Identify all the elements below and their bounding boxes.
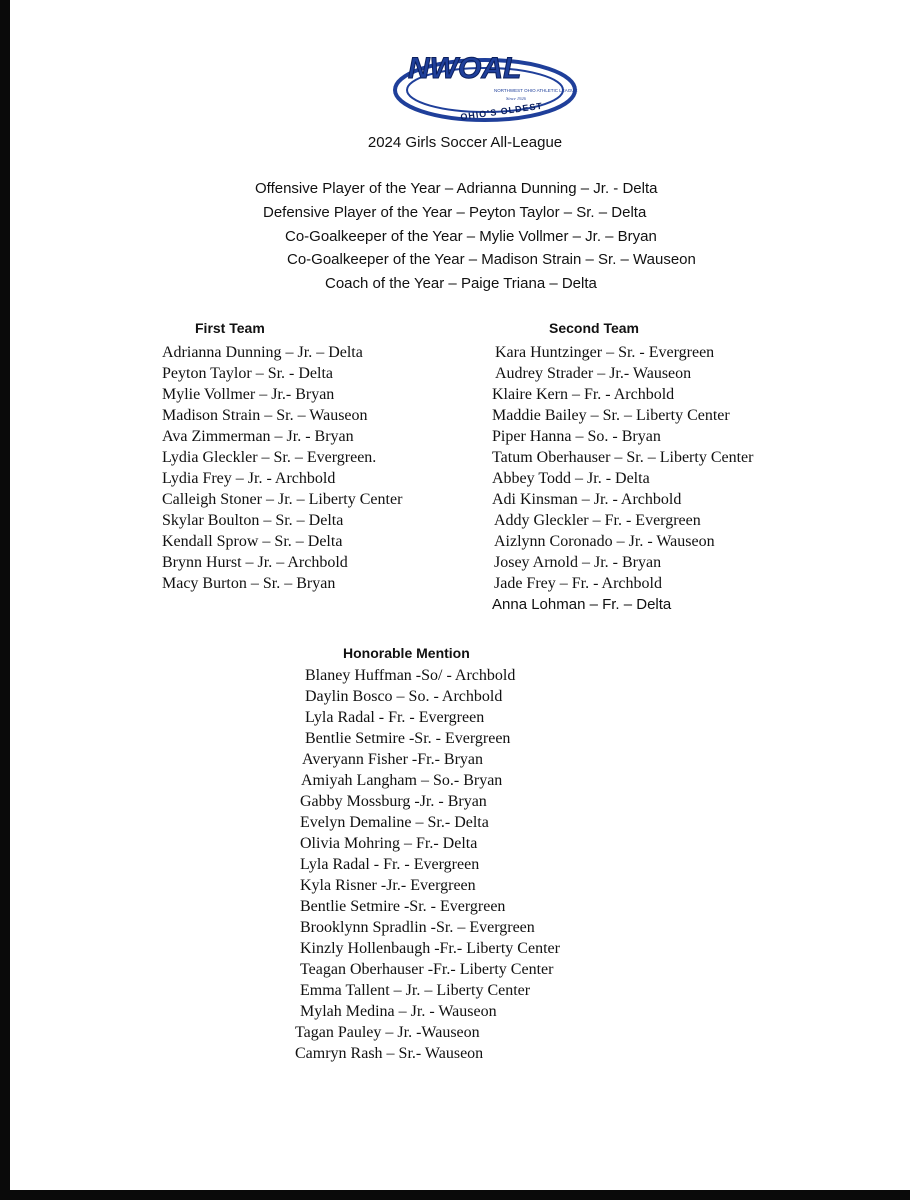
list-item: Teagan Oberhauser -Fr.- Liberty Center [300,961,554,978]
list-item: Emma Tallent – Jr. – Liberty Center [300,982,531,999]
list-item: Jade Frey – Fr. - Archbold [494,575,662,592]
list-item: Brynn Hurst – Jr. – Archbold [162,554,348,571]
second-team-list [492,342,753,615]
list-item: Lydia Frey – Jr. - Archbold [162,470,336,487]
list-item: Bentlie Setmire -Sr. - Evergreen [305,730,511,747]
list-item: Kendall Sprow – Sr. – Delta [162,533,343,550]
list-item: Bentlie Setmire -Sr. - Evergreen [300,898,506,915]
list-item: Audrey Strader – Jr.- Wauseon [495,365,692,382]
list-item: Adrianna Dunning – Jr. – Delta [162,344,363,361]
page-title: 2024 Girls Soccer All-League [367,134,563,151]
list-item: Gabby Mossburg -Jr. - Bryan [300,793,487,810]
list-item: Olivia Mohring – Fr.- Delta [300,835,478,852]
svg-text:Since 1926: Since 1926 [506,96,526,101]
list-item: Daylin Bosco – So. - Archbold [305,688,503,705]
award-defensive-player: Defensive Player of the Year – Peyton Taylor – Sr. – Delta [263,204,647,221]
list-item: Kinzly Hollenbaugh -Fr.- Liberty Center [300,940,560,957]
list-item: Skylar Boulton – Sr. – Delta [162,512,344,529]
svg-text:NORTHWEST OHIO ATHLETIC LEAGUE: NORTHWEST OHIO ATHLETIC LEAGUE [494,88,578,93]
list-item: Piper Hanna – So. - Bryan [492,428,661,445]
list-item: Kara Huntzinger – Sr. - Evergreen [495,344,715,361]
first-team-list [162,342,402,594]
list-item: Mylah Medina – Jr. - Wauseon [300,1003,497,1020]
bottom-border [0,1190,910,1200]
list-item: Macy Burton – Sr. – Bryan [162,575,336,592]
list-item: Amiyah Langham – So.- Bryan [301,772,503,789]
list-item: Adi Kinsman – Jr. - Archbold [492,491,682,508]
list-item: Kyla Risner -Jr.- Evergreen [300,877,476,894]
nwoal-logo [390,40,580,124]
list-item: Klaire Kern – Fr. - Archbold [492,386,675,403]
list-item: Aizlynn Coronado – Jr. - Wauseon [494,533,715,550]
list-item: Abbey Todd – Jr. - Delta [492,470,650,487]
document-page [10,0,910,1190]
list-item: Evelyn Demaline – Sr.- Delta [300,814,489,831]
list-item: Mylie Vollmer – Jr.- Bryan [162,386,335,403]
first-team-heading: First Team [195,320,265,336]
list-item: Brooklynn Spradlin -Sr. – Evergreen [300,919,535,936]
list-item: Peyton Taylor – Sr. - Delta [162,365,334,382]
list-item: Madison Strain – Sr. – Wauseon [162,407,368,424]
award-offensive-player: Offensive Player of the Year – Adrianna Dunning – Jr. - Delta [255,180,658,197]
list-item: Maddie Bailey – Sr. – Liberty Center [492,407,730,424]
honorable-mention-list [295,665,560,1064]
list-item: Anna Lohman – Fr. – Delta [492,596,672,613]
list-item: Ava Zimmerman – Jr. - Bryan [162,428,354,445]
list-item: Josey Arnold – Jr. - Bryan [494,554,662,571]
svg-text:OHIO'S OLDEST: OHIO'S OLDEST [459,100,544,123]
award-co-goalkeeper-2: Co-Goalkeeper of the Year – Madison Strain – Sr. – Wauseon [287,251,696,268]
list-item: Camryn Rash – Sr.- Wauseon [295,1045,484,1062]
list-item: Addy Gleckler – Fr. - Evergreen [494,512,701,529]
list-item: Lyla Radal - Fr. - Evergreen [305,709,485,726]
second-team-heading: Second Team [549,320,639,336]
list-item: Blaney Huffman -So/ - Archbold [305,667,516,684]
honorable-mention-heading: Honorable Mention [343,645,470,661]
left-border [0,0,10,1200]
list-item: Averyann Fisher -Fr.- Bryan [302,751,483,768]
list-item: Calleigh Stoner – Jr. – Liberty Center [162,491,403,508]
award-co-goalkeeper-1: Co-Goalkeeper of the Year – Mylie Vollmer – Jr. – Bryan [285,228,657,245]
award-coach: Coach of the Year – Paige Triana – Delta [325,275,597,292]
list-item: Tatum Oberhauser – Sr. – Liberty Center [492,449,754,466]
list-item: Lydia Gleckler – Sr. – Evergreen. [162,449,377,466]
list-item: Tagan Pauley – Jr. -Wauseon [295,1024,480,1041]
svg-text:NWOAL: NWOAL [408,52,522,85]
list-item: Lyla Radal - Fr. - Evergreen [300,856,480,873]
